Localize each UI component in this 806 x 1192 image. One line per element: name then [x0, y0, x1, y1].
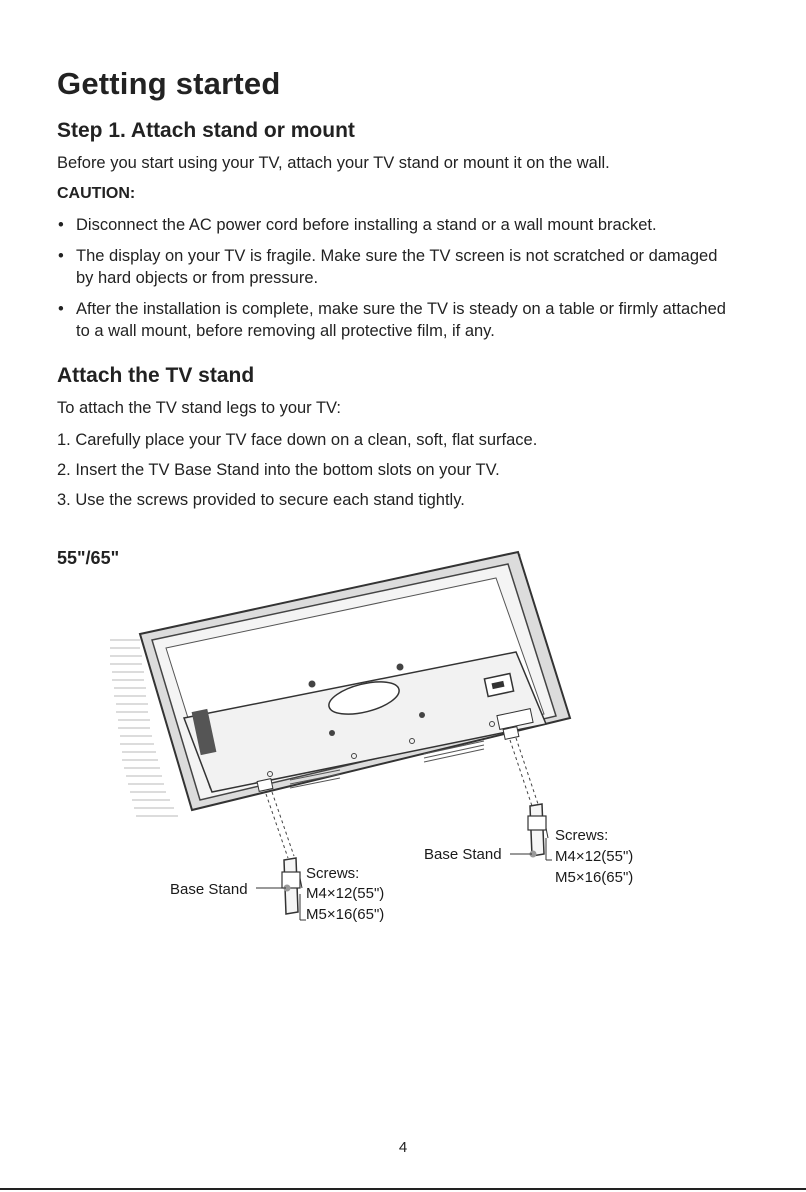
stand-step: 2. Insert the TV Base Stand into the bottom slots on your TV. [57, 461, 500, 479]
right-screw-55-label: M4×12(55") [555, 848, 634, 865]
page-number: 4 [398, 1139, 408, 1156]
size-label: 55"/65" [57, 548, 120, 568]
stand-heading: Attach the TV stand [57, 364, 255, 387]
caution-label: CAUTION: [57, 185, 136, 202]
tv-stand-diagram [100, 548, 700, 948]
stand-steps [57, 429, 537, 519]
caution-item: • The display on your TV is fragile. Make sure the TV screen is not scratched or damaged by hard objects or from pressure. [57, 245, 737, 289]
page-bottom-rule [0, 1188, 806, 1190]
step1-heading: Step 1. Attach stand or mount [57, 119, 355, 142]
left-base-stand [256, 858, 306, 920]
right-base-stand [510, 804, 552, 860]
caution-list [57, 214, 737, 351]
left-base-stand-label: Base Stand [170, 881, 248, 898]
right-base-stand-label: Base Stand [424, 846, 502, 863]
page-title: Getting started [57, 66, 281, 101]
caution-item: • After the installation is complete, make sure the TV is steady on a table or firmly attached to a wall mount, before removing all protective film, if any. [57, 298, 737, 342]
stand-step: 1. Carefully place your TV face down on a clean, soft, flat surface. [57, 431, 538, 449]
stand-intro: To attach the TV stand legs to your TV: [57, 399, 342, 417]
stand-step: 3. Use the screws provided to secure each stand tightly. [57, 491, 465, 509]
left-screws-label: Screws: [306, 865, 360, 882]
step1-intro: Before you start using your TV, attach your TV stand or mount it on the wall. [57, 154, 610, 172]
left-screw-55-label: M4×12(55") [306, 885, 385, 902]
right-screw-65-label: M5×16(65") [555, 869, 634, 886]
caution-item: • Disconnect the AC power cord before installing a stand or a wall mount bracket. [57, 214, 737, 236]
left-screw-65-label: M5×16(65") [306, 906, 385, 923]
right-screws-label: Screws: [555, 827, 609, 844]
